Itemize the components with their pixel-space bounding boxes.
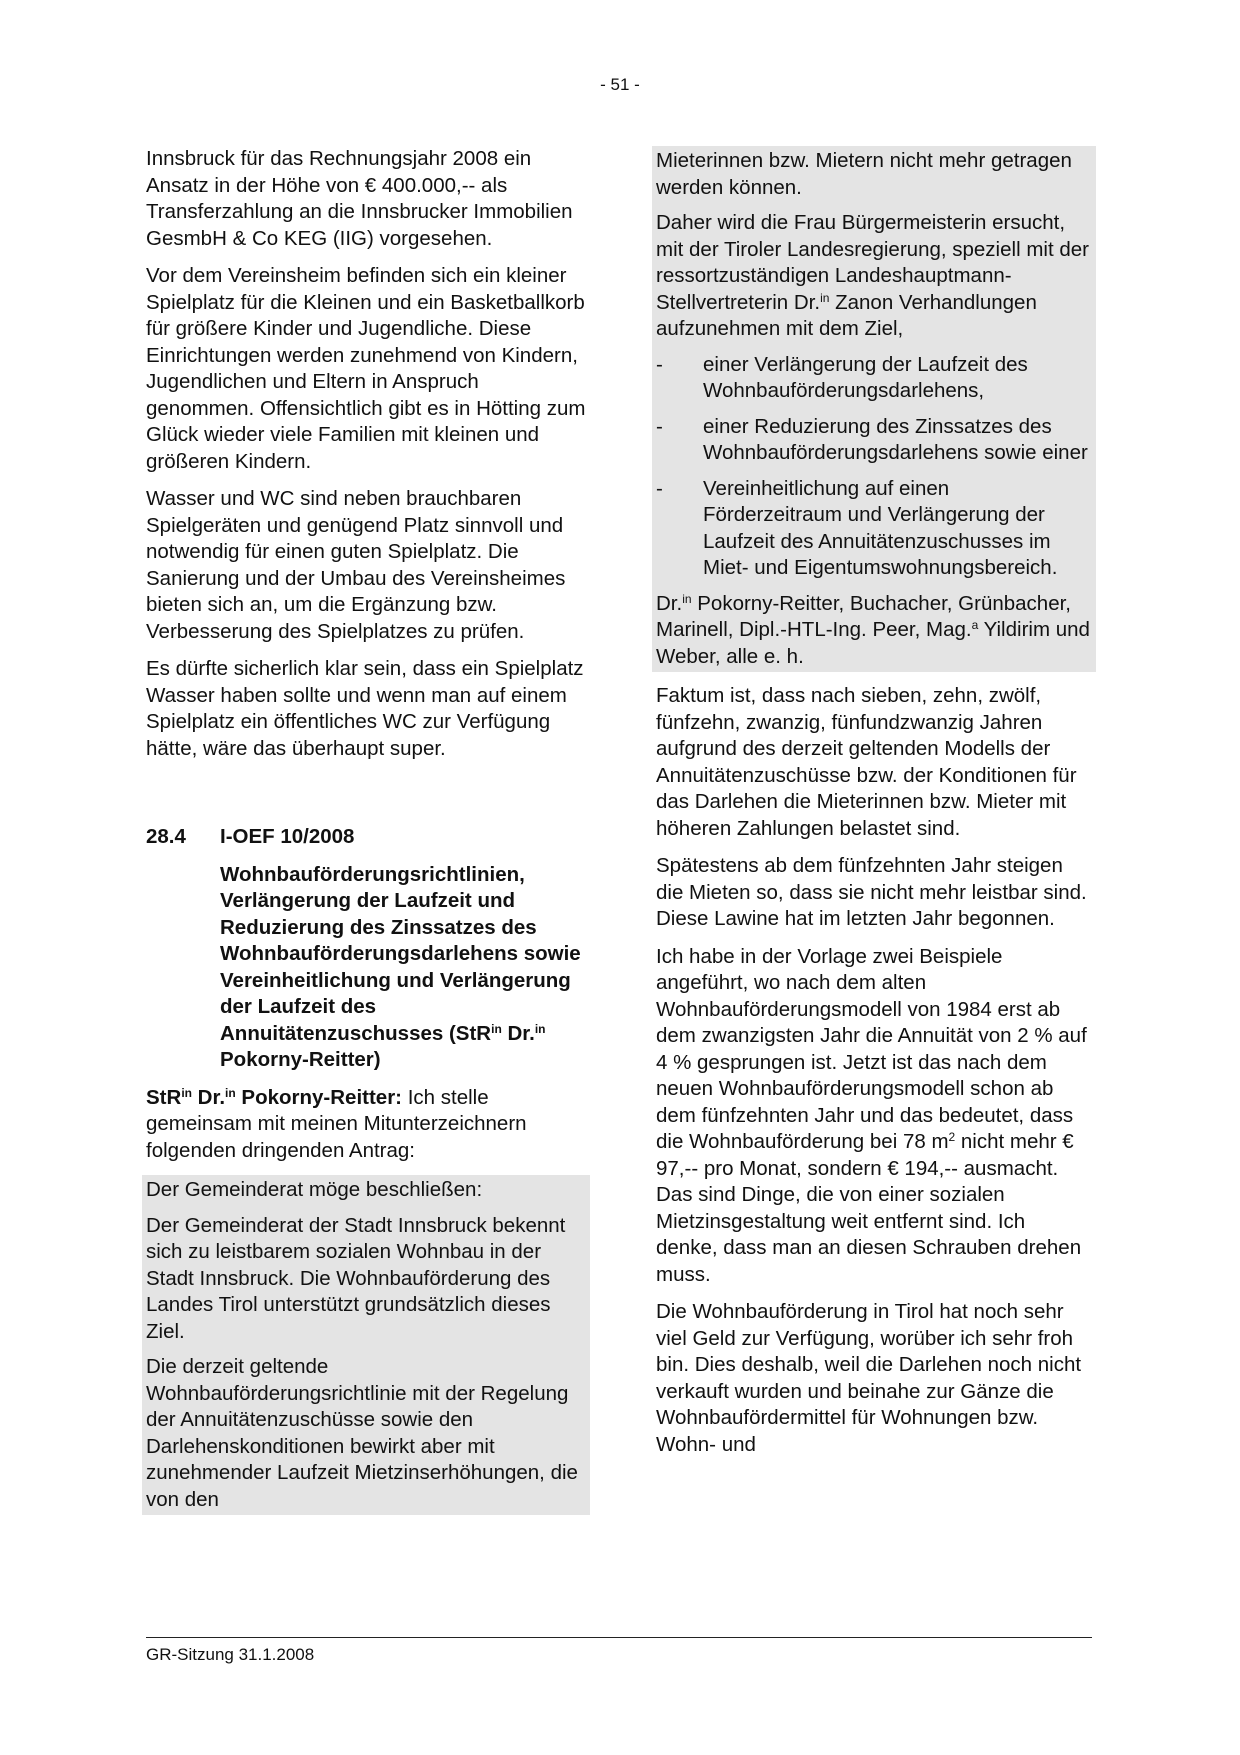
section-subject [220, 862, 586, 1074]
speaker-title: StR [146, 1085, 182, 1109]
page-number: - 51 - [600, 75, 640, 94]
subject-text: Wohnbauförderungsrichtlinien, Verlängerung der Laufzeit und Reduzierung des Zinssatzes des Wohnbauförderungsdarlehens sowie Vereinheitlichung und Verlängerung der Laufzeit des Annuitätenzuschusses (StR [220, 862, 581, 1045]
superscript: in [225, 1085, 236, 1100]
speaker-title: Dr. [191, 1085, 226, 1109]
motion-text: Zanon Verhandlungen aufzunehmen mit dem Ziel, [656, 290, 1037, 340]
paragraph-text: Ich habe in der Vorlage zwei Beispiele angeführt, wo nach dem alten Wohnbauförderungsmodell von 1984 erst ab dem zwanzigsten Jahr die Annuität von 2 % auf 4 % gesprungen ist. Jetzt ist das nach dem neuen Wohnbauförderungsmodell schon ab dem fünfzehnten Jahr und das bedeutet, dass die Wohnbauförderung bei 78 m [656, 944, 1087, 1153]
list-item [656, 476, 1092, 582]
subject-text: Dr. [501, 1021, 535, 1045]
footer-text: GR-Sitzung 31.1.2008 [146, 1645, 315, 1664]
speaker-text: Ich stelle gemeinsam mit meinen Mitunterzeichnern folgenden dringenden Antrag: [146, 1085, 527, 1162]
motion-paragraph: Mieterinnen bzw. Mietern nicht mehr getragen werden können. [656, 149, 1072, 199]
list-item-text: einer Reduzierung des Zinssatzes des Wohnbauförderungsdarlehens sowie einer [703, 414, 1088, 464]
paragraph-text: nicht mehr € 97,-- pro Monat, sondern € 194,-- ausmacht. Das sind Dinge, die von einer sozialen Mietzinsgestaltung weit entfernt sind. Ich denke, dass man an diesen Schrauben drehen muss. [656, 1130, 1082, 1286]
list-item [656, 352, 1092, 405]
subject-text: Pokorny-Reitter) [220, 1048, 381, 1071]
dash-marker: - [656, 414, 663, 438]
superscript: 2 [948, 1130, 956, 1144]
left-column [146, 146, 586, 1515]
superscript: in [491, 1021, 502, 1036]
paragraph: Wasser und WC sind neben brauchbaren Spielgeräten und genügend Platz sinnvoll und notwendig für einen guten Spielplatz. Die Sanierung und der Umbau des Vereinsheimes bieten sich an, um die Ergänzung bzw. Verbesserung des Spielplatzes zu prüfen. [146, 487, 566, 643]
dash-marker: - [656, 352, 663, 376]
superscript: a [971, 618, 979, 632]
section-heading [146, 824, 586, 851]
signatories [656, 591, 1092, 673]
footer-divider [146, 1637, 1092, 1638]
motion-paragraph: Der Gemeinderat der Stadt Innsbruck bekennt sich zu leistbarem sozialen Wohnbau in der Stadt Innsbruck. Die Wohnbauförderung des Landes Tirol unterstützt grundsätzlich dieses Ziel. [146, 1213, 566, 1343]
motion-paragraph [656, 210, 1092, 343]
motion-box [142, 1175, 590, 1515]
paragraph: Die Wohnbauförderung in Tirol hat noch sehr viel Geld zur Verfügung, worüber ich sehr froh bin. Dies deshalb, weil die Darlehen noch nicht verkauft wurden und beinahe zur Gänze die Wohnbaufördermittel für Wohnungen bzw. Wohn- und [656, 1300, 1082, 1456]
list-item-text: einer Verlängerung der Laufzeit des Wohnbauförderungsdarlehens, [703, 352, 1028, 402]
motion-paragraph: Die derzeit geltende Wohnbauförderungsrichtlinie mit der Regelung der Annuitätenzuschüsse sowie den Darlehenskonditionen bewirkt aber mit zunehmender Laufzeit Mietzinserhöhungen, die von den [146, 1355, 578, 1511]
motion-text: Daher wird die Frau Bürgermeisterin ersucht, mit der Tiroler Landesregierung, speziell mit der ressortzuständigen Landeshauptmann-Stellvertreterin Dr. [656, 211, 1089, 314]
paragraph: Es dürfte sicherlich klar sein, dass ein Spielplatz Wasser haben sollte und wenn man auf einem Spielplatz ein öffentliches WC zur Verfügung hätte, wäre das überhaupt super. [146, 657, 584, 760]
speaker-surname: Pokorny-Reitter: [235, 1085, 403, 1109]
paragraph: Vor dem Vereinsheim befinden sich ein kleiner Spielplatz für die Kleinen und ein Basketballkorb für größere Kinder und Jugendliche. Diese Einrichtungen werden zunehmend von Kindern, Jugendlichen und Eltern in Anspruch genommen. Offensichtlich gibt es in Hötting zum Glück wieder viele Familien mit kleinen und größeren Kindern. [146, 264, 586, 473]
list-item [656, 414, 1092, 467]
signatories-text: Dr. [656, 591, 683, 615]
speaker-name [146, 1086, 402, 1109]
paragraph: Innsbruck für das Rechnungsjahr 2008 ein Ansatz in der Höhe von € 400.000,-- als Transferzahlung an die Innsbrucker Immobilien GesmbH & Co KEG (IIG) vorgesehen. [146, 147, 573, 250]
section-reference: I-OEF 10/2008 [220, 825, 355, 848]
superscript: in [682, 591, 692, 606]
paragraph [656, 944, 1092, 1289]
list-item-text: Vereinheitlichung auf einen Förderzeitraum und Verlängerung der Laufzeit des Annuitätenzuschusses im Miet- und Eigentumswohnungsbereich. [703, 476, 1058, 579]
motion-box-continued [652, 146, 1096, 672]
paragraph: Spätestens ab dem fünfzehnten Jahr steigen die Mieten so, dass sie nicht mehr leistbar sind. Diese Lawine hat im letzten Jahr begonnen. [656, 854, 1087, 930]
signatories-text: Yildirim und Weber, alle e. h. [656, 618, 1090, 668]
superscript: in [534, 1021, 546, 1036]
superscript: in [181, 1085, 192, 1100]
motion-intro: Der Gemeinderat möge beschließen: [146, 1178, 483, 1201]
right-column [656, 146, 1092, 1469]
speaker-paragraph [146, 1085, 586, 1165]
section-number: 28.4 [146, 825, 186, 848]
superscript: in [820, 290, 830, 305]
signatories-text: Pokorny-Reitter, Buchacher, Grünbacher, Marinell, Dipl.-HTL-Ing. Peer, Mag. [656, 591, 1071, 641]
paragraph: Faktum ist, dass nach sieben, zehn, zwölf, fünfzehn, zwanzig, fünfundzwanzig Jahren aufgrund des derzeit geltenden Modells der Annuitätenzuschüsse bzw. der Konditionen für das Darlehen die Mieterinnen bzw. Mieter mit höheren Zahlungen belastet sind. [656, 684, 1077, 840]
dash-marker: - [656, 476, 663, 500]
